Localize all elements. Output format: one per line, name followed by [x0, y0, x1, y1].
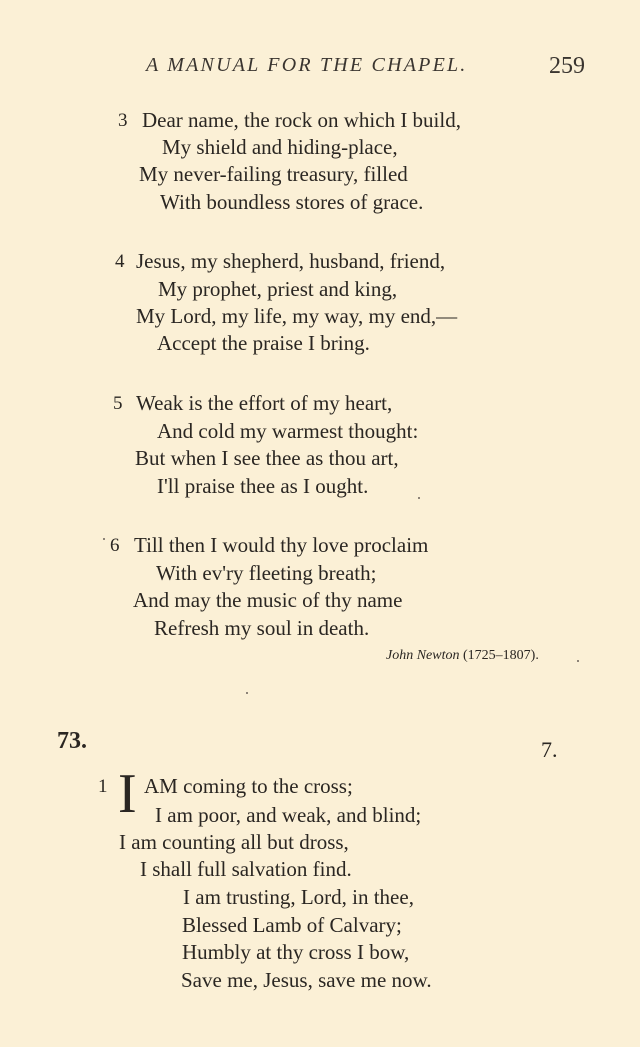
verse-line: With boundless stores of grace. — [160, 190, 424, 214]
verse-line: I am poor, and weak, and blind; — [155, 803, 422, 827]
stanza-number: 3 — [118, 110, 128, 131]
verse-line: But when I see thee as thou art, — [135, 446, 399, 470]
verse-line: Accept the praise I bring. — [157, 331, 370, 355]
verse-line: Save me, Jesus, save me now. — [181, 968, 432, 992]
verse-line: Dear name, the rock on which I build, — [142, 108, 461, 132]
drop-cap: I — [118, 763, 137, 825]
verse-line: Weak is the effort of my heart, — [136, 391, 393, 415]
verse-line: I shall full salvation find. — [140, 857, 352, 881]
verse-line: My Lord, my life, my way, my end,— — [136, 304, 458, 328]
verse-line: I'll praise thee as I ought. — [157, 474, 369, 498]
scan-speck — [103, 538, 105, 540]
hymn-number: 73. — [57, 728, 87, 754]
verse-line: AM coming to the cross; — [144, 774, 353, 798]
verse-line: I am counting all but dross, — [119, 830, 349, 854]
verse-line: Refresh my soul in death. — [154, 616, 370, 640]
stanza-number: 5 — [113, 393, 123, 414]
running-title: A MANUAL FOR THE CHAPEL. — [146, 54, 468, 76]
verse-line: Humbly at thy cross I bow, — [182, 940, 410, 964]
scan-speck — [577, 660, 579, 662]
verse-line: I am trusting, Lord, in thee, — [183, 885, 414, 909]
author-dates: (1725–1807). — [463, 648, 539, 663]
hymn-attribution — [386, 648, 539, 664]
verse-line: My prophet, priest and king, — [158, 277, 398, 301]
stanza-number: 1 — [98, 776, 108, 797]
verse-line: My never-failing treasury, filled — [139, 162, 408, 186]
verse-line: With ev'ry fleeting breath; — [156, 561, 377, 585]
author-name: John Newton — [386, 648, 460, 663]
verse-line: Till then I would thy love proclaim — [134, 533, 429, 557]
stanza-number: 6 — [110, 535, 120, 556]
page-number: 259 — [549, 53, 585, 79]
verse-line: And may the music of thy name — [133, 588, 403, 612]
scan-speck — [418, 497, 420, 499]
verse-line: My shield and hiding-place, — [162, 135, 398, 159]
verse-line: Jesus, my shepherd, husband, friend, — [136, 249, 446, 273]
verse-line: Blessed Lamb of Calvary; — [182, 913, 402, 937]
scan-speck — [246, 692, 248, 694]
stanza-number: 4 — [115, 251, 125, 272]
verse-line: And cold my warmest thought: — [157, 419, 419, 443]
hymn-meter: 7. — [541, 737, 558, 762]
